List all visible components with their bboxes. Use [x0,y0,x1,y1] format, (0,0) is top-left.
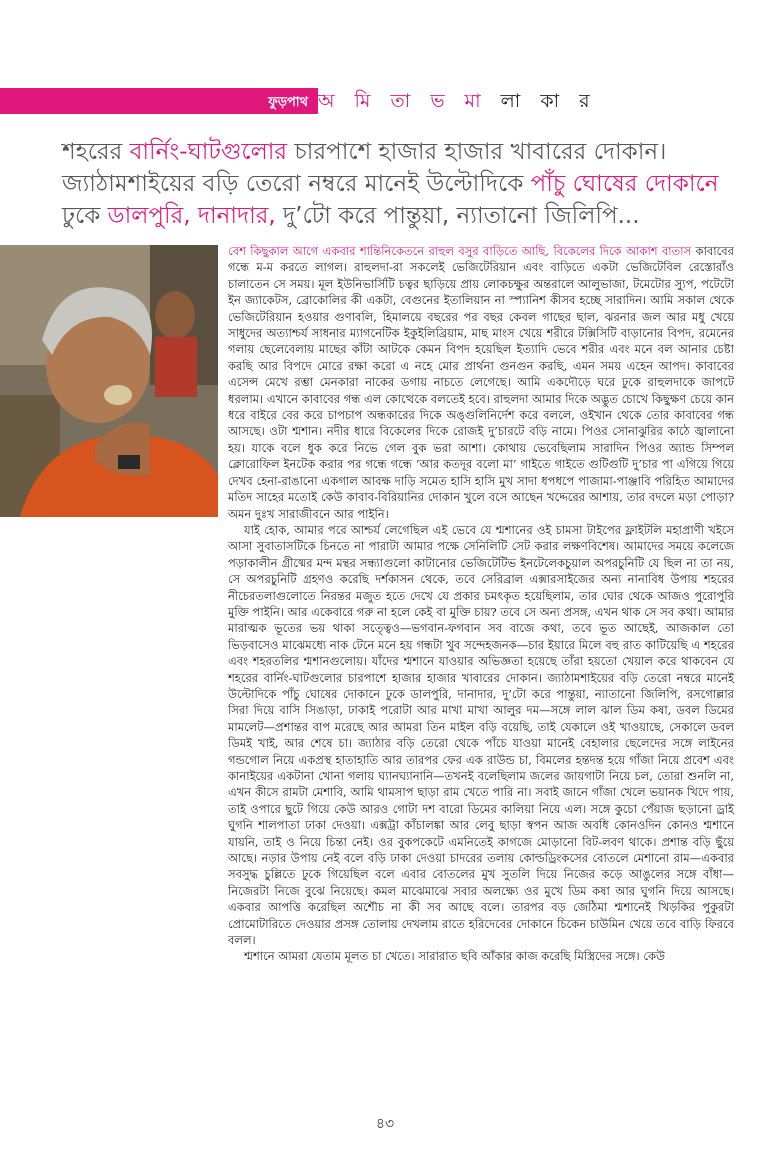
author-name [318,88,758,114]
page-number: ৪৩ [375,1116,395,1132]
article-body [228,243,734,965]
article-photo [0,245,218,517]
article-lead: বেশ কিছুকাল আগে একবার শান্তিনিকেতনে রাহুল বসুর বাড়িতে আছি, বিকেলের দিকে আকাশ বাতাস [228,244,692,258]
deck-text-1: শহরের [62,139,130,165]
section-bar [0,88,318,114]
deck-highlight-2: পাঁচু ঘোষের দোকানে [530,171,719,197]
photo-illustration [0,245,218,517]
deck-text-2: চারপাশে হাজার হাজার খাবারের দোকান। জ্যাঠামশাইয়ের বড়ি তেরো নম্বরে মানেই উল্টোদিকে [62,139,667,197]
deck-standfirst [62,136,752,232]
article-paragraph-1 [228,243,734,522]
author-part-1: অ মি তা ভ [318,90,465,112]
article-paragraph-2: যাই হোক, আমার পরে আশ্চর্য লেগেছিল এই ভেবে যে শ্মশানের ওই চামসা টাইপের ফ্লাইটলি মহাপ্রাণী খইসে আসা সুবাতাসটিকে চিনতে না পারাটা আমার পক্ষে সেনিলিটি সেট করার লক্ষণবিশেষ। আমাদের সময়ে কলেজে পড়াকালীন গ্রীষ্মের মন্দ মন্থর সন্ধ্যাগুলো কাটানোর ভেজিটেটিভ ইনটেলেকচুয়াল অপরচুনিটি যে ছিল না তা নয়, সে অপরচুনিটি গ্রহণও করেছি দর্শকাসন থেকে, তবে সেরিব্রাল এক্সারসাইজের অন্য নানাবিধ উপায় শহরের নীচেরতলাগুলোতে নিরন্তর মজুত হতে দেখে যে প্রকার চমৎকৃত হয়েছিলাম, তার ঘোর থেকে আজও পুরোপুরি মুক্তি পাইনি। আর একেবারে গরু না হলে কেই বা মুক্তি চায়? তবে সে অন্য প্রসঙ্গ, এখন থাক সে সব কথা। আমার মারাত্মক ভূতের ভয় থাকা সত্ত্বেও—ভগবান-ফগবান সব বাজে কথা, তবে ভূত আছেই, আজকাল তো ভিড়বাসেও মাঝেমধ্যে নাক টেনে মনে হয় গন্ধটা খুব সন্দেহজনক—চার ইয়ারে মিলে বহু রাত কাটিয়েছি এ শহরের এবং শহরতলির শ্মশানগুলোয়। যাঁদের শ্মশানে যাওয়ার অভিজ্ঞতা হয়েছে তাঁরা হয়তো খেয়াল করে থাকবেন যে শহরের বার্নিং-ঘাটগুলোর চারপাশে হাজার হাজার খাবারের দোকান। জ্যাঠামশাইয়ের বড়ি তেরো নম্বরে মানেই উল্টোদিকে পাঁচু ঘোষের দোকানে ঢুকে ডালপুরি, দানাদার, দু’টো করে পান্তুয়া, ন্যাতানো জিলিপি, রসগোল্লার সিরা দিয়ে বাসি সিঙাড়া, ঢাকাই পরোটা আর মাখা মাখা আলুর দম—সঙ্গে লাল ঝাল ডিম কষা, ডবল ডিমের মামলেট—প্রশান্তর বাপ মরেছে আর আমরা তিন মাইল বড়ি বয়েছি, তাই যেকালে ওই খাওয়াছে, সেকালে ডবল ডিমই খাই, আর শেষে চা। জ্যাঠার বড়ি তেরো থেকে পাঁচে যাওয়া মানেই বেহালার ছেলেদের সঙ্গে লাইনের গন্ডগোল নিয়ে একপ্রস্থ হাতাহাতি আর তারপর ফের এক রাউন্ড চা, বিমলের হন্তদন্ত হয়ে গাঁজা নিয়ে প্রবেশ এবং কানাইয়ের একটানা খোনা গলায় ঘ্যানঘ্যানানি—তখনই বলেছিলাম জলের জায়গাটা নিয়ে চল, তোরা শুনলি না, এখন কীসে রামটা মেশাবি, আমি থামসাপ ছাড়া রাম খেতে পারি না। সবাই জানে গাঁজা খেলে ভয়ানক খিদে পায়, তাই ওপারে ছুটে গিয়ে কেউ আরও গোটা দশ বারো ডিমের কালিয়া নিয়ে এল। সঙ্গে কুচো পেঁয়াজ ছড়ানো ড্রাই ঘুগনি শালপাতা ঢাকা দেওয়া। এক্সট্রা কাঁচালঙ্কা আর লেবু ছাড়া স্বপন আজ অবধি কোনওদিন কোনও শ্মশানে যায়নি, তাই ও নিয়ে চিন্তা নেই। ওর বুকপকেটে এমনিতেই কাগজে মোড়ানো বিট-লবণ থাকে। প্রশান্ত বড়ি ছুঁয়ে আছে। নড়ার উপায় নেই বলে বড়ি ঢাকা দেওয়া চাদরের তলায় কোল্ডড্রিংকসের বোতলে মেশানো রাম—একবার সবসুদ্ধ চুল্লিতে ঢুকে গিয়েছিল বলে এবার বোতলের মুখ সুতলি দিয়ে নিজের কড়ে আঙুলের সঙ্গে বাঁধা—নিজেরটা নিজে বুঝে নিয়েছে। কমল মাঝেমাঝে সবার অলক্ষ্যে ওর মুখে ডিম কষা আর ঘুগনি দিয়ে আসছে। একবার আপত্তি করেছিল অশৌচ না কী সব আছে বলে। তারপর বড় জেঠিমা শ্মশানেই খিড়কির পুকুরটা প্রোমোটারিতে দেওয়ার প্রসঙ্গ তোলায় দেখলাম রাতে হরিদেবের দোকানে চিকেন চাউমিন খেয়ে তবে বাড়ি ফিরবে বলল। [228,522,734,948]
deck-text-3: ঢুকে [62,203,108,229]
deck-text-4: দু’টো করে পান্তুয়া, ন্যাতানো জিলিপি... [275,203,640,229]
deck-highlight-1: বার্নিং-ঘাটগুলোর [129,139,288,165]
section-label: ফুড়পাথ [268,95,308,110]
author-part-3: লা কা র [487,90,597,112]
article-paragraph-3: শ্মশানে আমরা যেতাম মূলত চা খেতে। সারারাত ছবি আঁকার কাজ করেছি মিস্ত্রিদের সঙ্গে। কেউ [244,949,665,964]
article-paragraph-1-text: কাবাবের গন্ধে ম-ম করতে লাগল। রাহুলদা-রা সকলেই ভেজিটেরিয়ান এবং বাড়িতে একটা ভেজিটেবিল রেস্তোরাঁও চালাতেন সে সময়। মূল ইউনিভার্সিটি চত্বর ছাড়িয়ে প্রায় লোকচক্ষুর অন্তরালে আলুভাজা, টমেটোর স্যুপ, পটেটো ইন জ্যাকেটস, ব্রোকোলির কী একটা, বেগুনের ইতালিয়ান না স্প্যানিশ কীসব হচ্ছে সারাদিন। আমি সকাল থেকে ভেজিটেরিয়ান হওয়ার গুণাবলি, হিমালয়ে বছরের পর বছর কেবল গাছের ছাল, ঝরনার জল আর মধু খেয়ে সাধুদের অত্যাশ্চর্য সাধনার ম্যাগনেটিক ইকুইলিব্রিয়াম, মাছ মাংস খেয়ে শরীরে টক্সিসিটি বাড়ানোর বিপদ, রমেনের গলায় ছেলেবেলায় মাছের কাঁটা আটকে কেমন বিপদ হয়েছিল ইত্যাদি ভেবে শরীর এবং মনে বল আনার চেষ্টা করছি আর বিপদে মোরে রক্ষা করো এ নহে মোর প্রার্থনা গুনগুন করছি, এমন সময় এহেন আপদ। কাবাবের এসেন্স মেখে রম্ভা মেনকারা নাকের ডগায় নাচতে লেগেছে। আমি একদৌড়ে ঘরে ঢুকে রাহুলদাকে জাপটে ধরলাম। এখানে কাবাবের গন্ধ এল কোত্থেকে বলতেই হবে। রাহুলদা আমার দিকে অদ্ভুত চোখে কিছুক্ষণ চেয়ে কান ধরে বাইরে বের করে চাপচাপ অন্ধকারের দিকে অঙ্গুলিনির্দেশ করে বললে, ওইখান থেকে তোর কাবাবের গন্ধ আসছে। ওটা শ্মশান। নদীর ধারে বিকেলের দিকে রোজই দু’চারটে বড়ি নামে। পিওর সোনাঝুরির কাঠে জ্বালানো হয়। যাকে বলে ধুক করে নিভে গেল বুক ভরা আশা। কোথায় ভেবেছিলাম সারাদিন পিওর অ্যান্ড সিম্পল ক্লোরোফিল ইনটেক করার পর গন্ধে গন্ধে ‘আর কতদূর বলো মা’ গাইতে গাইতে গুটিগুটি দু’চার পা এগিয়ে গিয়ে দেখব হেনা-রাঙানো একগাল আবক্ষ দাড়ি সমেত হাসি হাসি মুখ সাদা ধপধপে পাজামা-পাঞ্জাবি পরিহিত আমাদের মতিদ সাহের মতোই কেউ কাবাব-বিরিয়ানির দোকান খুলে বসে আছেন খদ্দেরের আশায়, তার বদলে মড়া পোড়া? অমন দুঃখ সারাজীবনে আর পাইনি। [228,244,734,521]
author-part-2: মা [464,90,488,112]
deck-highlight-3: ডালপুরি, দানাদার, [107,203,276,229]
